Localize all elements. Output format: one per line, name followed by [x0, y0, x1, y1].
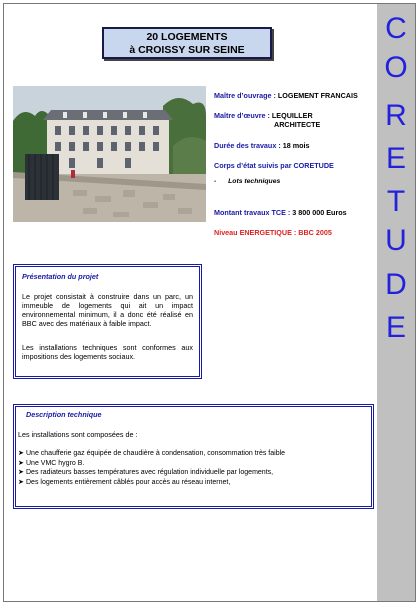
brand-letter: O: [384, 51, 408, 84]
brand-letter: E: [385, 142, 406, 175]
architect-label: Maître d’œuvre :: [214, 111, 270, 120]
owner-value: LOGEMENT FRANCAIS: [277, 91, 358, 100]
arrow-bullet-icon: ➤: [18, 459, 24, 467]
brand-letter: U: [385, 224, 407, 257]
presentation-paragraph-1: Le projet consistait à construire dans un parc, un immeuble de logements qui ait un impact environnemental minimum, il a donc été réalisé en BBC avec des matériaux à faible impact.: [22, 292, 193, 328]
owner-line: [214, 91, 358, 100]
trades-line: [214, 161, 334, 170]
arrow-bullet-icon: ➤: [18, 469, 24, 476]
duration-value: 18 mois: [282, 141, 310, 150]
amount-value: 3 800 000 Euros: [292, 208, 347, 217]
technical-title: Description technique: [26, 410, 102, 419]
brand-letter: D: [385, 268, 407, 301]
building-photo: [13, 86, 206, 222]
brand-letter: T: [386, 185, 406, 218]
trades-label: Corps d’état suivis par CORETUDE: [214, 161, 334, 170]
trades-item-text: Lots techniques: [228, 178, 281, 185]
architect-value: LEQUILLER: [271, 111, 313, 120]
list-item: ➤ Des radiateurs basses températures avec régulation individuelle par logements,: [18, 469, 274, 476]
duration-label: Durée des travaux :: [214, 141, 281, 150]
list-item: ➤ Une chaufferie gaz équipée de chaudière à condensation, consommation très faible: [18, 450, 286, 457]
architect-line-2: [274, 120, 320, 129]
presentation-paragraph-2: Les installations techniques sont conformes aux impositions des logements sociaux.: [22, 343, 193, 361]
owner-label: Maître d’ouvrage :: [214, 91, 276, 100]
brand-letter: R: [385, 99, 407, 132]
energy-level: Niveau ENERGETIQUE : BBC 2005: [214, 228, 332, 237]
architect-value-2: ARCHITECTE: [274, 120, 321, 129]
arrow-bullet-icon: ➤: [18, 450, 24, 457]
amount-label: Montant travaux TCE :: [214, 208, 291, 217]
duration-line: [214, 141, 310, 150]
technical-intro: Les installations sont composées de :: [18, 430, 138, 439]
trades-item: [214, 178, 280, 185]
list-item: ➤ Des logements entièrement câblés pour accès au réseau internet,: [18, 478, 231, 486]
brand-letter: E: [385, 311, 406, 344]
title-line-2: à CROISSY SUR SEINE: [129, 44, 245, 56]
technical-list: [18, 449, 285, 487]
arrow-bullet-icon: ➤: [18, 478, 24, 486]
brand-letter: C: [385, 12, 407, 45]
presentation-title: Présentation du projet: [22, 272, 99, 281]
list-item: ➤ Une VMC hygro B.: [18, 459, 85, 467]
bullet-dash: -: [214, 178, 217, 185]
title-line-1: 20 LOGEMENTS: [146, 31, 228, 43]
sidebar-brand: [377, 4, 415, 601]
page-title: [102, 27, 272, 59]
amount-line: [214, 208, 347, 217]
architect-line: [214, 111, 313, 120]
